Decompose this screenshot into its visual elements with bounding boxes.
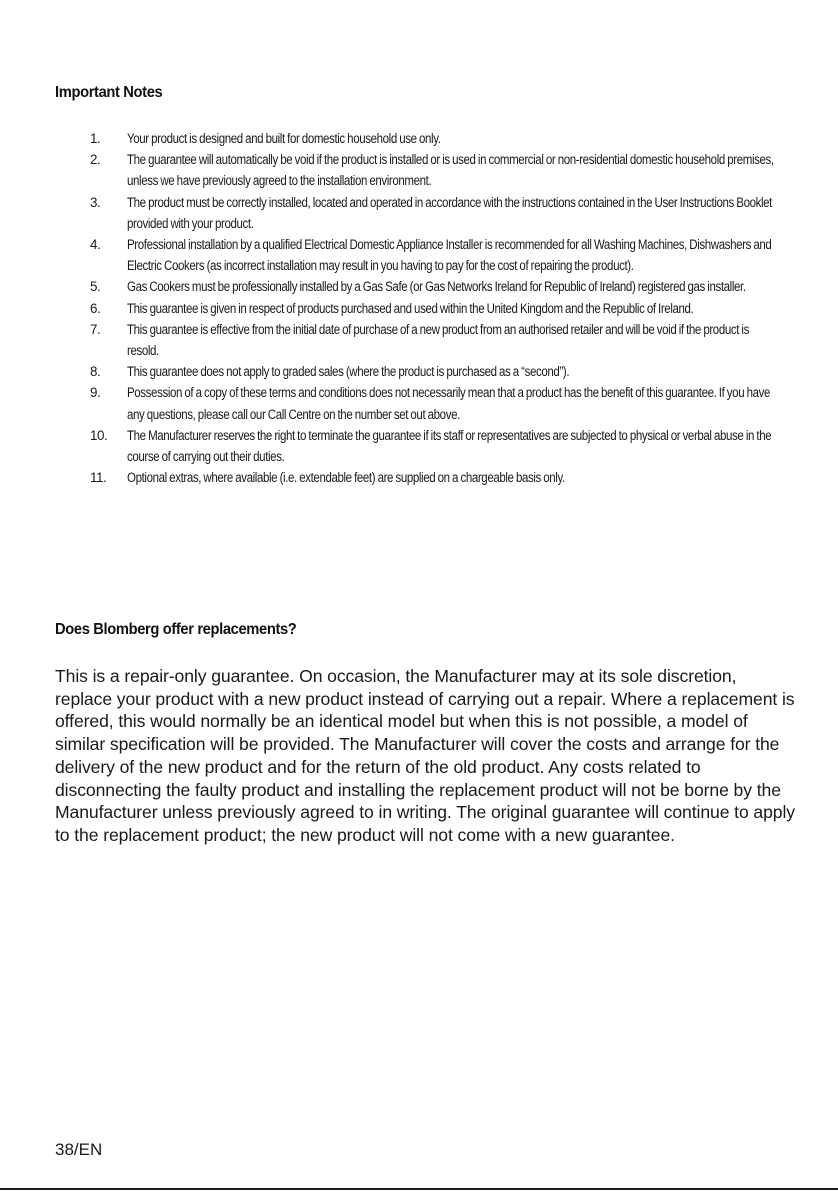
note-text: The Manufacturer reserves the right to terminate the guarantee if its staff or representatives are subjected to physical or verbal abuse in the course of carrying out their duties. xyxy=(127,427,772,465)
note-text: Professional installation by a qualified Electrical Domestic Appliance Installer is recommended for all Washing Machines, Dishwashers and Electric Cookers (as incorrect installation may result in you having to pay for the cost of repairing the product). xyxy=(127,237,772,274)
note-text: Gas Cookers must be professionally installed by a Gas Safe (or Gas Networks Ireland for Republic of Ireland) registered gas installer. xyxy=(127,279,746,295)
note-number: 7. xyxy=(90,321,101,337)
note-item-3 xyxy=(0,192,838,234)
bottom-rule xyxy=(0,1188,838,1190)
important-notes-list xyxy=(0,128,838,488)
note-item-6 xyxy=(0,298,838,319)
note-number: 5. xyxy=(90,279,101,295)
note-item-11 xyxy=(0,467,838,488)
note-item-7 xyxy=(0,319,838,361)
note-number: 6. xyxy=(90,300,101,316)
replacements-heading: Does Blomberg offer replacements? xyxy=(55,621,297,638)
note-number: 9. xyxy=(90,385,101,401)
note-number: 10. xyxy=(90,427,108,443)
note-number: 11. xyxy=(90,470,107,486)
note-number: 3. xyxy=(90,194,101,210)
note-item-8 xyxy=(0,361,838,382)
note-number: 2. xyxy=(90,152,101,168)
note-text: The product must be correctly installed, located and operated in accordance with the instructions contained in the User Instructions Booklet provided with your product. xyxy=(127,194,772,231)
note-text: Optional extras, where available (i.e. extendable feet) are supplied on a chargeable basis only. xyxy=(127,470,565,486)
note-text: Your product is designed and built for domestic household use only. xyxy=(127,131,441,146)
replacements-body: This is a repair-only guarantee. On occasion, the Manufacturer may at its sole discretion, replace your product with a new product instead of carrying out a repair. Where a replacement is offered, this would normally be an identical model but when this is not possible, a model of similar specification will be provided. The Manufacturer will cover the costs and arrange for the delivery of the new product and for the return of the old product. Any costs related to disconnecting the faulty product and installing the replacement product will not be borne by the Manufacturer unless previously agreed to in writing. The original guarantee will continue to apply to the replacement product; the new product will not come with a new guarantee. xyxy=(55,666,795,845)
note-item-4 xyxy=(0,234,838,276)
page-number: 38/EN xyxy=(55,1140,103,1159)
note-item-5 xyxy=(0,276,838,297)
note-item-10 xyxy=(0,425,838,467)
note-text: This guarantee is given in respect of products purchased and used within the United Kingdom and the Republic of Ireland. xyxy=(127,300,694,316)
note-text: The guarantee will automatically be void if the product is installed or is used in commercial or non-residential domestic household premises, unless we have previously agreed to the installation environment. xyxy=(127,152,774,189)
important-notes-heading: Important Notes xyxy=(55,84,163,101)
note-text: This guarantee does not apply to graded sales (where the product is purchased as a “second”). xyxy=(127,364,570,380)
note-number: 8. xyxy=(90,364,101,380)
note-text: Possession of a copy of these terms and conditions does not necessarily mean that a product has the benefit of this guarantee. If you have any questions, please call our Call Centre on the number set out above. xyxy=(127,385,771,422)
note-number: 1. xyxy=(90,131,101,146)
note-number: 4. xyxy=(90,237,101,253)
note-text: This guarantee is effective from the initial date of purchase of a new product from an authorised retailer and will be void if the product is resold. xyxy=(127,321,749,359)
note-item-1 xyxy=(0,128,838,149)
note-item-2 xyxy=(0,149,838,191)
note-item-9 xyxy=(0,382,838,424)
